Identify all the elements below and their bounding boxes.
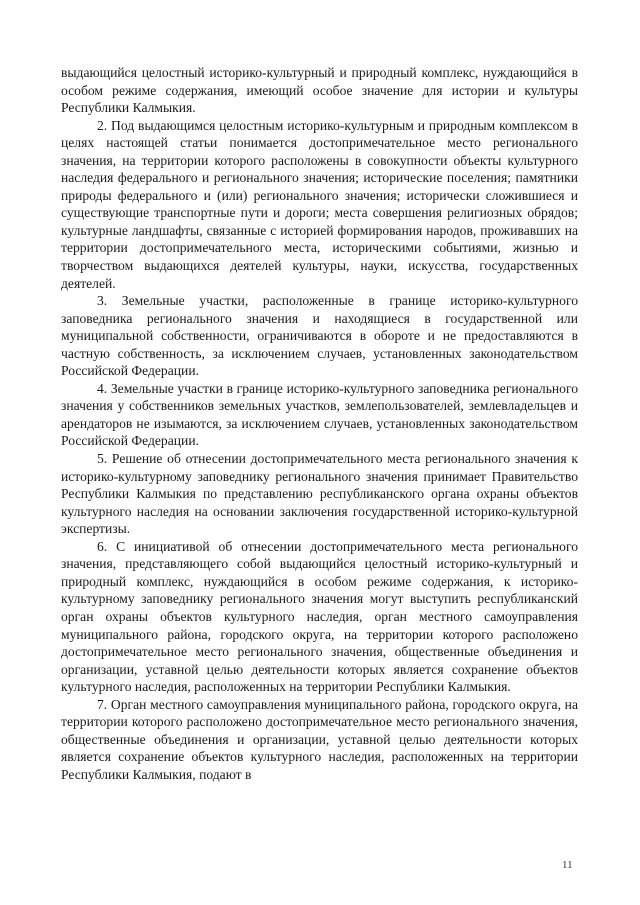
paragraph-6: 6. С инициативой об отнесении достопримечательного места регионального значения, представляющего собой выдающийся целостный историко-культурный и природный комплекс, нуждающийся в особом режиме содержания, к историко-культурному заповеднику регионального значения могут выступить республиканский орган охраны объектов культурного наследия, орган местного самоуправления муниципального района, городского округа, на территории которого расположено достопримечательное место регионального значения, общественные объединения и организации, уставной целью деятельности которых является сохранение объектов культурного наследия, расположенных на территории Республики Калмыкия. [61,538,578,695]
paragraph-7: 7. Орган местного самоуправления муниципального района, городского округа, на территории которого расположено достопримечательное место регионального значения, общественные объединения и организации, уставной целью деятельности которых является сохранение объектов культурного наследия, расположенных на территории Республики Калмыкия, подают в [61,696,578,782]
paragraph-continuation: выдающийся целостный историко-культурный и природный комплекс, нуждающийся в особом режиме содержания, имеющий особое значение для истории и культуры Республики Калмыкия. [61,65,578,116]
page-number: 11 [562,859,573,871]
paragraph-3: 3. Земельные участки, расположенные в границе историко-культурного заповедника регионального значения и находящиеся в государственной или муниципальной собственности, ограничиваются в обороте и не предоставляются в частную собственность, за исключением случаев, установленных законодательством Российской Федерации. [61,293,578,379]
paragraph-2: 2. Под выдающимся целостным историко-культурным и природным комплексом в целях настоящей статьи понимается достопримечательное место регионального значения, на территории которого расположены в совокупности объекты культурного наследия федерального и регионального значения; исторические поселения; памятники природы федерального и (или) регионального значения; исторически сложившиеся и существующие транспортные пути и дороги; места совершения религиозных обрядов; культурные ландшафты, связанные с историей формирования народов, проживавших на территории достопримечательного места, историческими событиями, жизнью и творчеством выдающихся деятелей культуры, науки, искусства, государственных деятелей. [61,117,578,291]
document-body [61,64,578,783]
paragraph-5: 5. Решение об отнесении достопримечательного места регионального значения к историко-культурному заповеднику регионального значения принимает Правительство Республики Калмыкия по представлению республиканского органа охраны объектов культурного наследия на основании заключения государственной историко-культурной экспертизы. [61,451,578,537]
paragraph-4: 4. Земельные участки в границе историко-культурного заповедника регионального значения у собственников земельных участков, землепользователей, землевладельцев и арендаторов не изымаются, за исключением случаев, установленных законодательством Российской Федерации. [61,380,578,449]
